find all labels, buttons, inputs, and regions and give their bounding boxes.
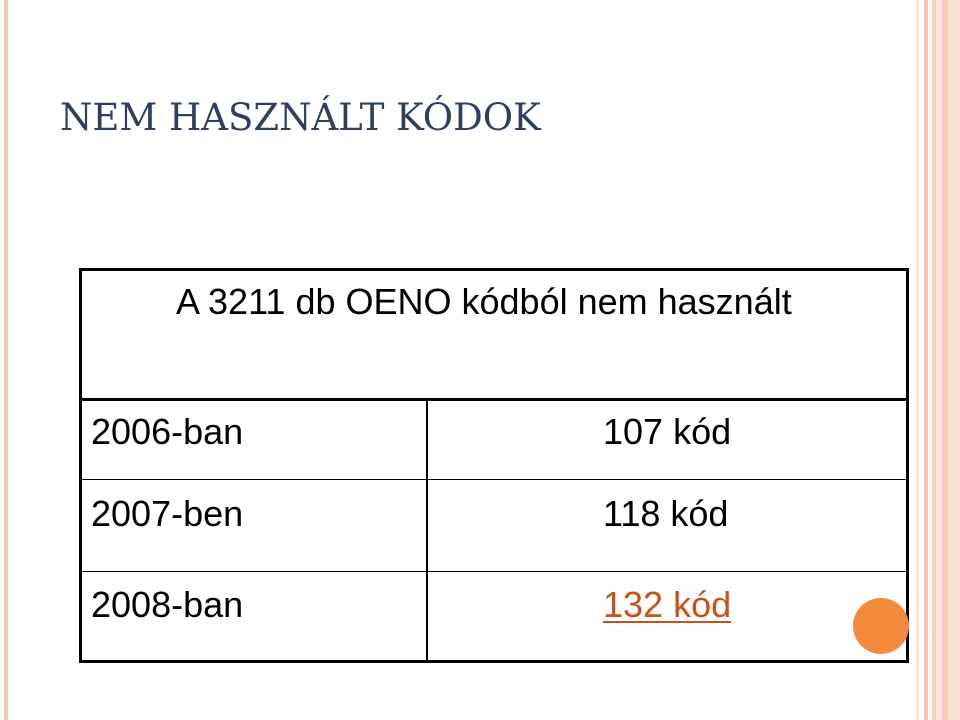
left-decorative-stripe (4, 0, 8, 720)
table-row-year: 2008-ban (91, 584, 244, 625)
table-row-count: 107 kód (603, 411, 732, 452)
slide-title: NEM HASZNÁLT KÓDOK (60, 96, 541, 139)
row-divider (82, 571, 906, 572)
row-divider (82, 479, 906, 480)
table-header (82, 271, 906, 401)
column-divider (426, 401, 428, 663)
table-row-year: 2007-ben (91, 493, 244, 534)
right-decorative-stripes (916, 0, 960, 720)
codes-table (79, 268, 909, 663)
table-row-count: 118 kód (603, 493, 729, 534)
table-row-year: 2006-ban (91, 411, 244, 452)
table-row-count-link[interactable]: 132 kód (603, 584, 732, 625)
table-header-text: A 3211 db OENO kódból nem használt (176, 281, 792, 322)
orange-circle-decoration (853, 598, 909, 654)
